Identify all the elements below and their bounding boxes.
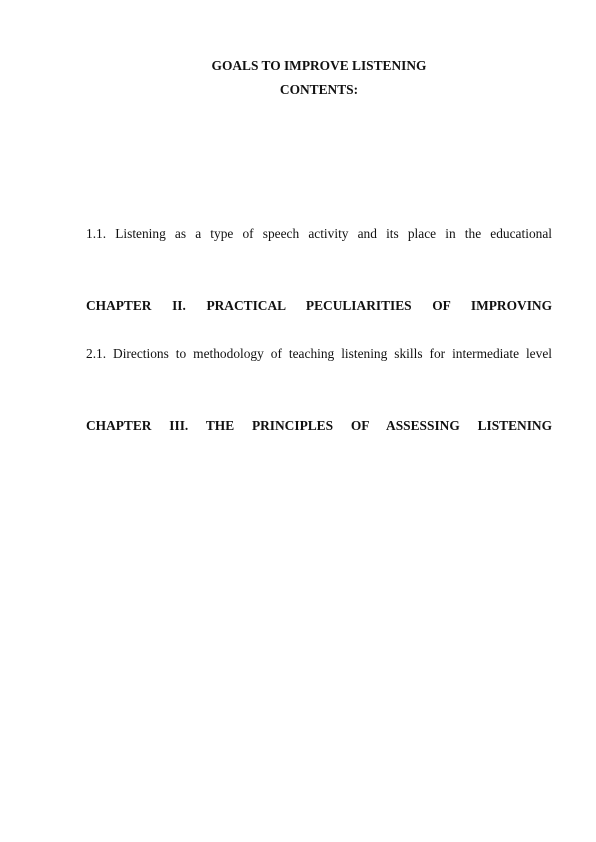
contents-heading: CONTENTS: bbox=[279, 82, 359, 97]
toc-chapter-3[interactable]: CHAPTER III. THE PRINCIPLES OF ASSESSING LISTENING bbox=[86, 418, 552, 433]
toc-entry-1-1[interactable]: 1.1. Listening as a type of speech activity and its place in the educational bbox=[86, 226, 552, 241]
document-title: GOALS TO IMPROVE LISTENING bbox=[211, 58, 427, 73]
toc-entry-2-1[interactable]: 2.1. Directions to methodology of teaching listening skills for intermediate level bbox=[86, 346, 552, 361]
toc-chapter-2[interactable]: CHAPTER II. PRACTICAL PECULIARITIES OF IMPROVING bbox=[86, 298, 552, 313]
